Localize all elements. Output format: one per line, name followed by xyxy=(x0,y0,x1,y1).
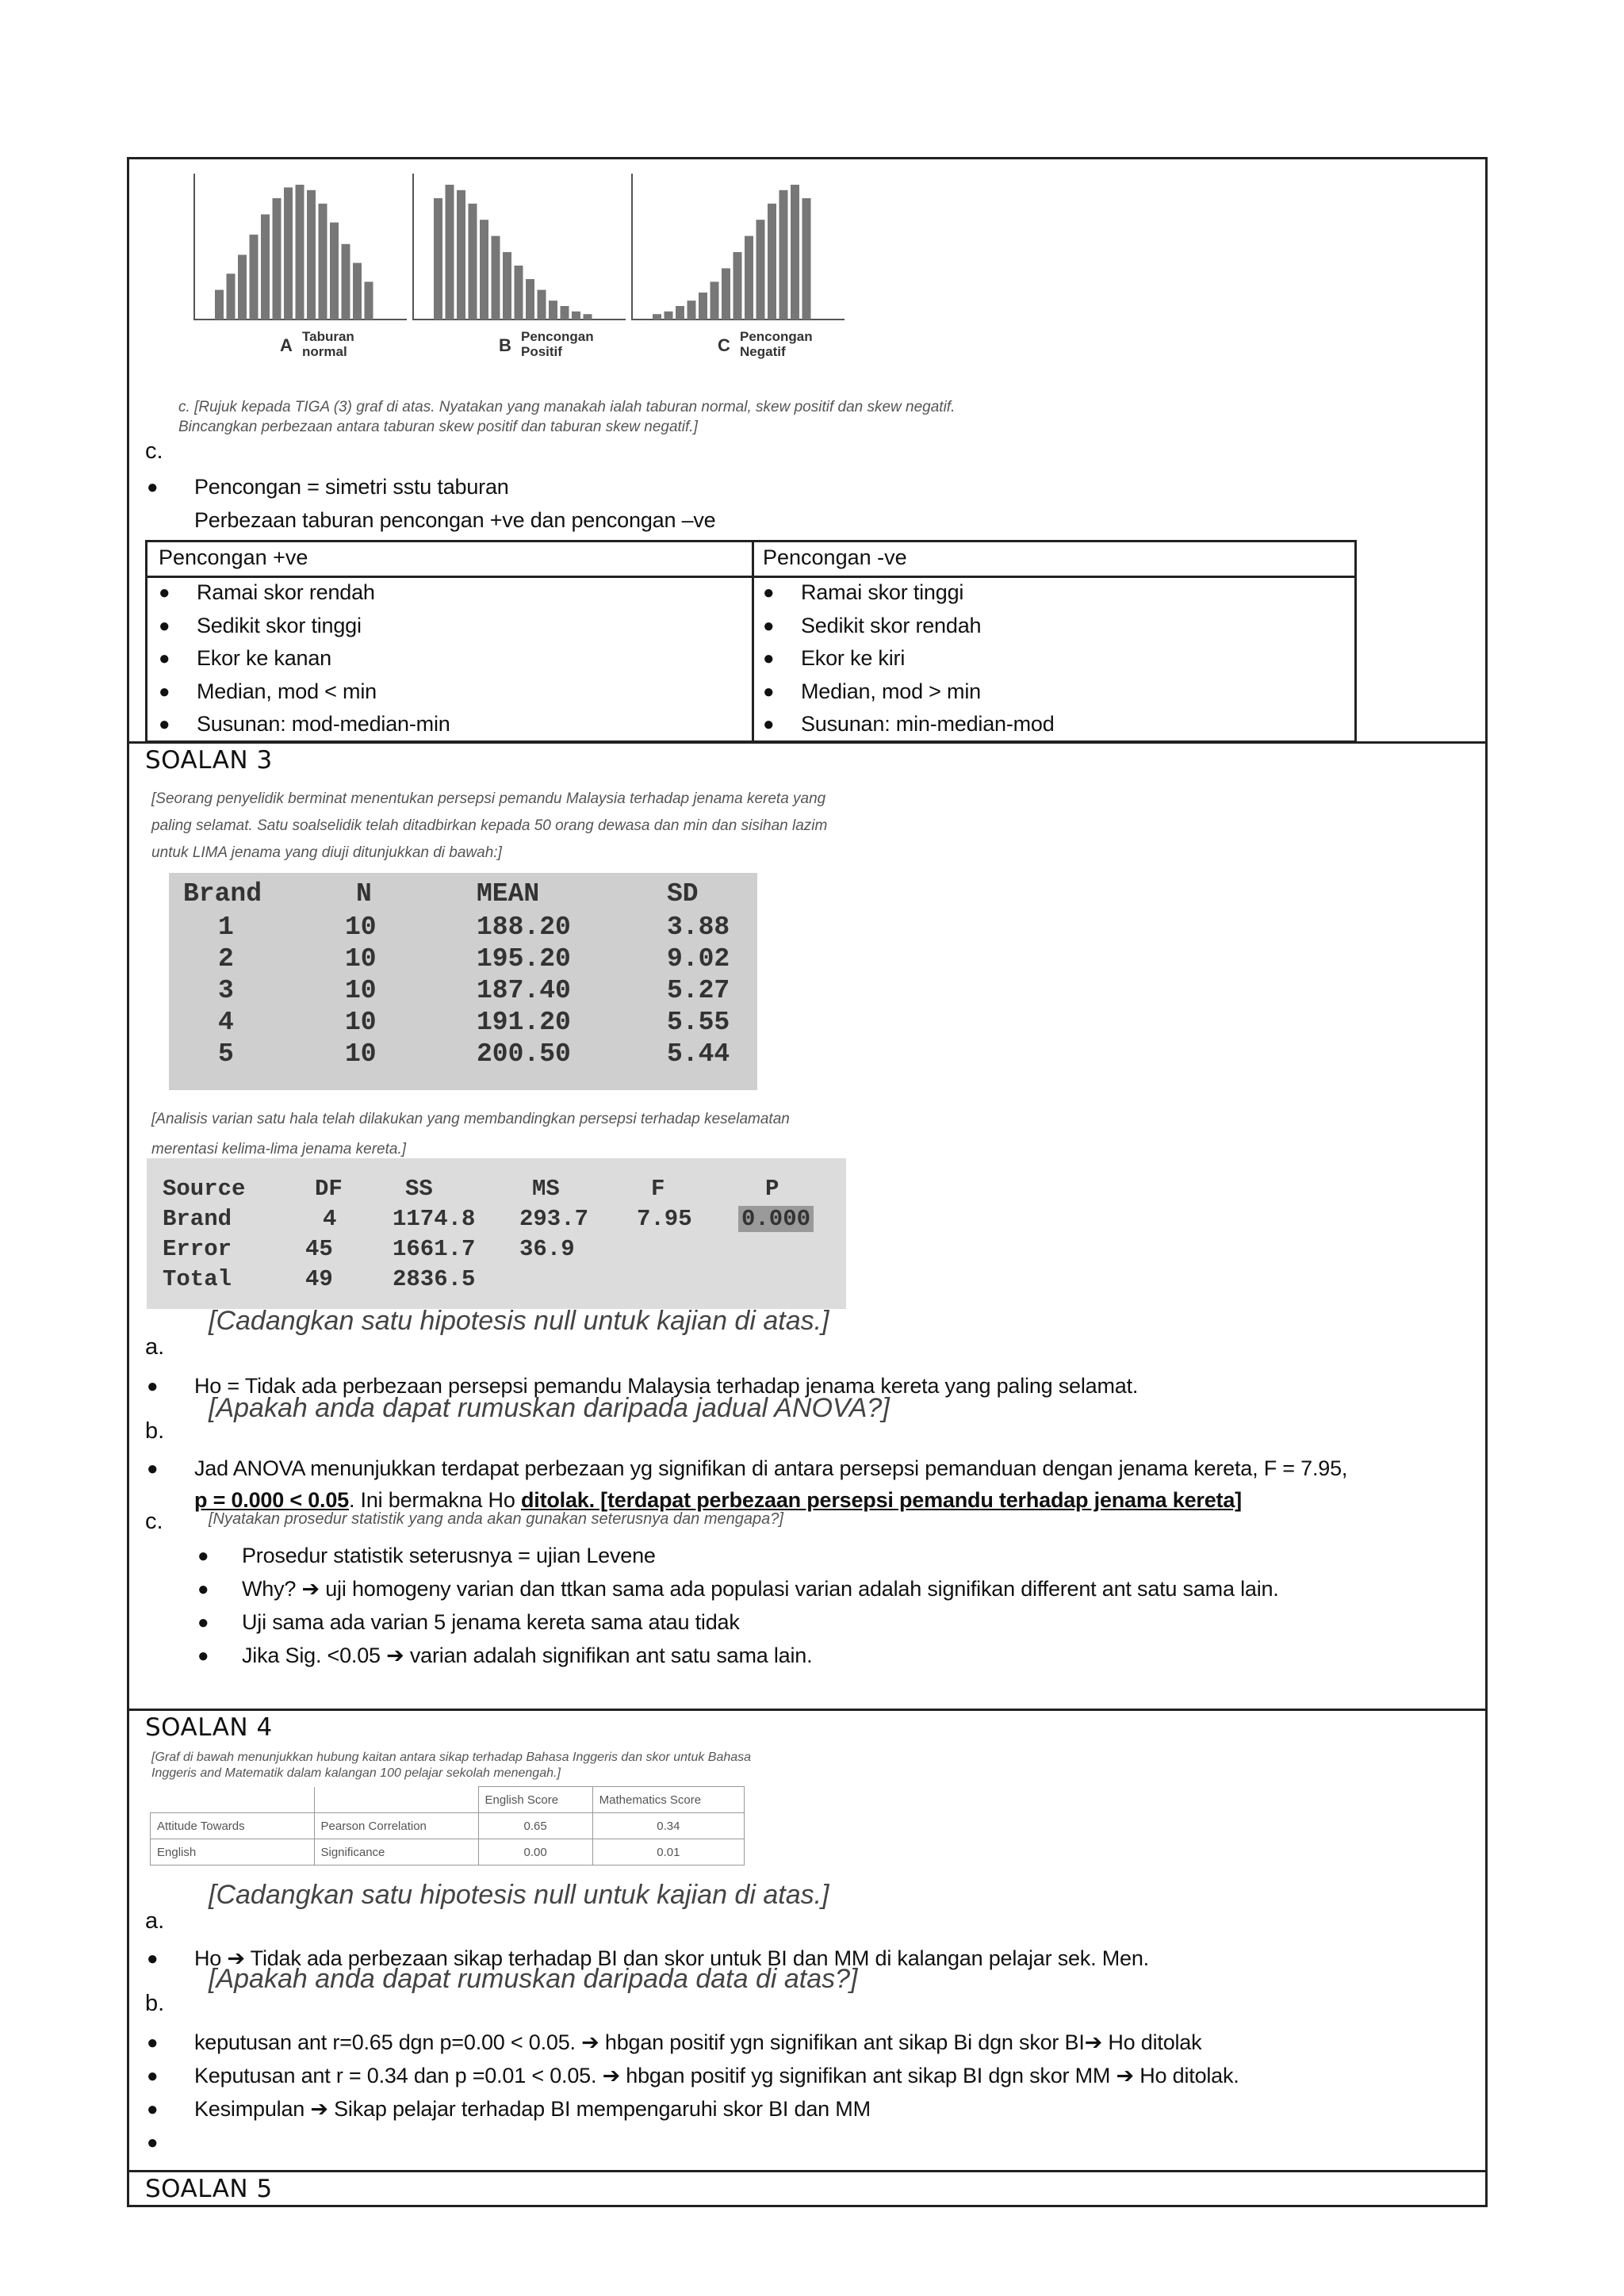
table-cell: Error xyxy=(163,1236,232,1262)
bullet: ● xyxy=(763,680,775,702)
histogram-bar xyxy=(215,290,224,320)
bullet: ● xyxy=(159,648,170,669)
histogram-bar xyxy=(353,263,362,320)
anova-intro: [Analisis varian satu hala telah dilakukan yang membandingkan persepsi terhadap keselamatan merentasi kelima-lima jenama kereta.] xyxy=(151,1111,790,1158)
histogram-panels xyxy=(193,167,986,484)
soalan4-intro: [Graf di bawah menunjukkan hubung kaitan antara sikap terhadap Bahasa Inggeris dan skor untuk Bahasa Inggeris and Matematik dalam kalangan 100 pelajar sekolah menengah.] xyxy=(151,1751,752,1780)
table-header: DF xyxy=(315,1176,343,1202)
histogram-bar xyxy=(250,235,259,320)
list-item: Sedikit skor tinggi xyxy=(197,613,362,637)
bullet: ● xyxy=(159,582,170,603)
q2c-label: c. xyxy=(145,438,163,464)
bullet: ● xyxy=(147,1948,159,1969)
hist-letter-b: B xyxy=(499,335,511,355)
bullet: ● xyxy=(159,614,170,637)
table-cell: 7.95 xyxy=(637,1206,692,1232)
table-header: MS xyxy=(532,1176,560,1202)
row-label-1: Attitude Towards xyxy=(151,1813,315,1839)
histogram-bar xyxy=(227,274,236,320)
bullet: ● xyxy=(147,2099,159,2120)
list-item: Ekor ke kiri xyxy=(801,646,906,670)
histogram-bar xyxy=(791,185,799,320)
table-cell: 200.50 xyxy=(477,1039,571,1069)
table-cell: 2 xyxy=(218,944,234,974)
histogram-bar xyxy=(492,236,500,320)
bullet: ● xyxy=(763,582,775,603)
bullet: ● xyxy=(147,1376,159,1397)
hist-letter-c: C xyxy=(718,335,730,355)
histogram-bar xyxy=(561,306,569,320)
bullet: ● xyxy=(197,1578,209,1600)
table-cell: 1661.7 xyxy=(393,1236,476,1262)
histogram-bar xyxy=(273,198,282,320)
list-item: Median, mod > min xyxy=(801,679,981,703)
bullet: ● xyxy=(197,1612,209,1633)
q3a-question: [Cadangkan satu hipotesis null untuk kajian di atas.] xyxy=(209,1306,829,1336)
list-item: Susunan: mod-median-min xyxy=(197,712,450,736)
list-item: Keputusan ant r = 0.34 dan p =0.01 < 0.05. ➔ hbgan positif yg signifikan ant sikap BI dgn skor MM ➔ Ho ditolak. xyxy=(194,2064,1239,2087)
sig-english: 0.00 xyxy=(478,1839,592,1866)
histogram-bar xyxy=(515,266,523,320)
descriptive-table xyxy=(169,873,757,1090)
histogram-bar xyxy=(756,220,765,320)
q3c-question: [Nyatakan prosedur statistik yang anda akan gunakan seterusnya dan mengapa?] xyxy=(209,1510,783,1528)
col-math-score: Mathematics Score xyxy=(592,1787,744,1813)
histogram-bar xyxy=(549,300,557,320)
histogram-bar xyxy=(238,254,247,320)
table-cell: 293.7 xyxy=(519,1206,589,1232)
bullet: ● xyxy=(197,1545,209,1567)
skew-comparison-table xyxy=(145,540,1357,743)
histogram-bar xyxy=(480,220,488,320)
row-label-2: English xyxy=(151,1839,315,1866)
table-cell: Brand xyxy=(163,1206,232,1232)
list-item: Kesimpulan ➔ Sikap pelajar terhadap BI mempengaruhi skor BI dan MM xyxy=(194,2097,871,2121)
histogram-bar xyxy=(526,279,534,320)
histogram-bar xyxy=(446,185,454,320)
q3b-answer-line2: p = 0.000 < 0.05. Ini bermakna Ho ditolak. [terdapat perbezaan persepsi pemandu terhadap jenama kereta] xyxy=(194,1488,1242,1512)
pearson-english: 0.65 xyxy=(478,1813,592,1839)
bullet: ● xyxy=(147,2065,159,2087)
table-header: Source xyxy=(163,1176,246,1202)
col-english-score: English Score xyxy=(478,1787,592,1813)
list-item: Uji sama ada varian 5 jenama kereta sama atau tidak xyxy=(242,1610,740,1634)
table-cell: 10 xyxy=(345,1008,377,1037)
table-cell: 0.000 xyxy=(738,1206,814,1232)
table-cell: 195.20 xyxy=(477,944,571,974)
histogram-bar xyxy=(342,244,350,320)
table-cell: 3 xyxy=(218,976,234,1005)
table-header: P xyxy=(765,1176,779,1202)
bullet: ● xyxy=(147,1458,159,1479)
bullet: ● xyxy=(159,714,170,735)
table-header: N xyxy=(356,879,372,909)
list-item: Sedikit skor rendah xyxy=(801,613,982,637)
hist-question: c. [Rujuk kepada TIGA (3) graf di atas. Nyatakan yang manakah ialah taburan normal, skew positif dan skew negatif. Bincangkan perbezaan antara taburan skew positif dan taburan skew negatif.] xyxy=(178,399,956,435)
table-cell: 10 xyxy=(345,1039,377,1069)
histogram-bar xyxy=(319,204,327,320)
histogram-bar xyxy=(572,312,580,320)
histogram-bar xyxy=(469,204,477,320)
hist-letter-a: A xyxy=(280,335,293,355)
table-header: F xyxy=(651,1176,665,1202)
table-header: MEAN xyxy=(477,879,540,909)
hist-label-c: Pencongan Negatif xyxy=(740,329,813,359)
histogram-bar xyxy=(722,268,730,320)
hist-label-b: Pencongan Positif xyxy=(521,329,594,359)
correlation-table xyxy=(150,1786,745,1866)
histogram-bar xyxy=(330,223,339,320)
q3a-label: a. xyxy=(145,1334,165,1360)
table-cell: 5.44 xyxy=(667,1039,730,1069)
right-header: Pencongan -ve xyxy=(763,545,907,569)
bullet: ● xyxy=(197,1645,209,1667)
list-item: Median, mod < min xyxy=(197,679,377,703)
histogram-bar xyxy=(261,214,270,320)
list-item: Jika Sig. <0.05 ➔ varian adalah signifikan ant satu sama lain. xyxy=(242,1644,813,1667)
table-cell: 4 xyxy=(218,1008,234,1037)
table-cell: 3.88 xyxy=(667,913,730,942)
table-cell: 9.02 xyxy=(667,944,730,974)
table-cell: 10 xyxy=(345,976,377,1005)
soalan4-title: SOALAN 4 xyxy=(145,1713,273,1742)
sig-math: 0.01 xyxy=(592,1839,744,1866)
soalan3-intro: [Seorang penyelidik berminat menentukan persepsi pemandu Malaysia terhadap jenama kereta yang paling selamat. Satu soalselidik telah ditadbirkan kepada 50 orang dewasa dan min dan sisihan lazim untuk LIMA jenama yang diuji ditunjukkan di bawah:] xyxy=(151,790,828,861)
table-header: Brand xyxy=(183,879,262,909)
q4a-question: [Cadangkan satu hipotesis null untuk kajian di atas.] xyxy=(209,1880,829,1910)
histogram-bar xyxy=(434,198,442,320)
histogram-bar xyxy=(676,306,684,320)
soalan3-title: SOALAN 3 xyxy=(145,746,273,775)
histogram-bar xyxy=(284,187,293,320)
histogram-bar xyxy=(653,314,661,320)
bullet: ● xyxy=(147,2132,159,2153)
list-item: Susunan: min-median-mod xyxy=(801,712,1055,736)
table-cell: 10 xyxy=(345,944,377,974)
list-item: Ramai skor rendah xyxy=(197,580,375,604)
list-item: Ekor ke kanan xyxy=(197,646,331,670)
table-cell: 1174.8 xyxy=(393,1206,476,1232)
q2c-bullet-text: Pencongan = simetri sstu taburan xyxy=(194,475,509,499)
list-item: Prosedur statistik seterusnya = ujian Levene xyxy=(242,1544,656,1567)
histogram-bar xyxy=(296,185,304,320)
table-cell: Total xyxy=(163,1266,232,1292)
histogram-bar xyxy=(584,314,592,320)
bullet: ● xyxy=(147,476,159,498)
table-cell: 10 xyxy=(345,913,377,942)
table-cell: 191.20 xyxy=(477,1008,571,1037)
table-cell: 5.27 xyxy=(667,976,730,1005)
pearson-math: 0.34 xyxy=(592,1813,744,1839)
q3b-label: b. xyxy=(145,1418,165,1444)
histogram-bar xyxy=(802,198,811,320)
table-cell: 4 xyxy=(323,1206,337,1232)
histogram-bar xyxy=(457,190,465,320)
q3b-question: [Apakah anda dapat rumuskan daripada jadual ANOVA?] xyxy=(209,1393,890,1423)
q2c-line2: Perbezaan taburan pencongan +ve dan pencongan –ve xyxy=(194,508,716,532)
list-item: Why? ➔ uji homogeny varian dan ttkan sama ada populasi varian adalah signifikan different ant satu sama lain. xyxy=(242,1577,1279,1601)
bullet: ● xyxy=(763,614,775,637)
q3a-answer: Ho = Tidak ada perbezaan persepsi pemandu Malaysia terhadap jenama kereta yang paling selamat. xyxy=(194,1374,1139,1398)
histogram-bar xyxy=(503,252,511,320)
table-cell: 1 xyxy=(218,913,234,942)
table-header: SD xyxy=(667,879,699,909)
table-cell: 36.9 xyxy=(519,1236,575,1262)
table-header: SS xyxy=(405,1176,433,1202)
bullet: ● xyxy=(159,680,170,702)
document-frame xyxy=(127,157,1488,2207)
bullet: ● xyxy=(763,648,775,669)
histogram-bar xyxy=(699,293,707,320)
histogram-bar xyxy=(779,190,788,320)
histogram-bar xyxy=(538,290,546,320)
histogram-bar xyxy=(733,252,742,320)
table-cell: 45 xyxy=(305,1236,333,1262)
list-item: keputusan ant r=0.65 dgn p=0.00 < 0.05. ➔ hbgan positif ygn signifikan ant sikap Bi dgn skor BI➔ Ho ditolak xyxy=(194,2030,1202,2054)
bullet: ● xyxy=(147,2032,159,2053)
list-item: Ramai skor tinggi xyxy=(801,580,964,604)
table-cell: 187.40 xyxy=(477,976,571,1005)
pearson-label: Pearson Correlation xyxy=(314,1813,478,1839)
histogram-bar xyxy=(710,281,719,320)
q3c-label: c. xyxy=(145,1509,163,1534)
anova-table xyxy=(147,1158,846,1309)
significance-label: Significance xyxy=(314,1839,478,1866)
q4b-label: b. xyxy=(145,1991,165,2016)
left-header: Pencongan +ve xyxy=(159,545,308,569)
hist-label-a: Taburan normal xyxy=(302,329,354,359)
q4b-question: [Apakah anda dapat rumuskan daripada data di atas?] xyxy=(209,1964,858,1994)
table-cell: 49 xyxy=(305,1266,333,1292)
q4a-answer: Ho ➔ Tidak ada perbezaan sikap terhadap BI dan skor untuk BI dan MM di kalangan pelajar sek. Men. xyxy=(194,1946,1149,1970)
soalan5-title: SOALAN 5 xyxy=(145,2175,273,2203)
q3b-answer-line1: Jad ANOVA menunjukkan terdapat perbezaan yg signifikan di antara persepsi pemanduan dengan jenama kereta, F = 7.95, xyxy=(194,1456,1348,1480)
histogram-bar xyxy=(307,190,316,320)
histogram-bar xyxy=(365,281,373,320)
table-cell: 188.20 xyxy=(477,913,571,942)
histogram-bar xyxy=(768,204,776,320)
table-cell: 5.55 xyxy=(667,1008,730,1037)
histogram-bar xyxy=(688,300,696,320)
table-cell: 5 xyxy=(218,1039,234,1069)
bullet: ● xyxy=(763,714,775,735)
histogram-bar xyxy=(665,312,673,320)
q4a-label: a. xyxy=(145,1908,165,1934)
table-cell: 2836.5 xyxy=(393,1266,476,1292)
histogram-bar xyxy=(745,236,753,320)
